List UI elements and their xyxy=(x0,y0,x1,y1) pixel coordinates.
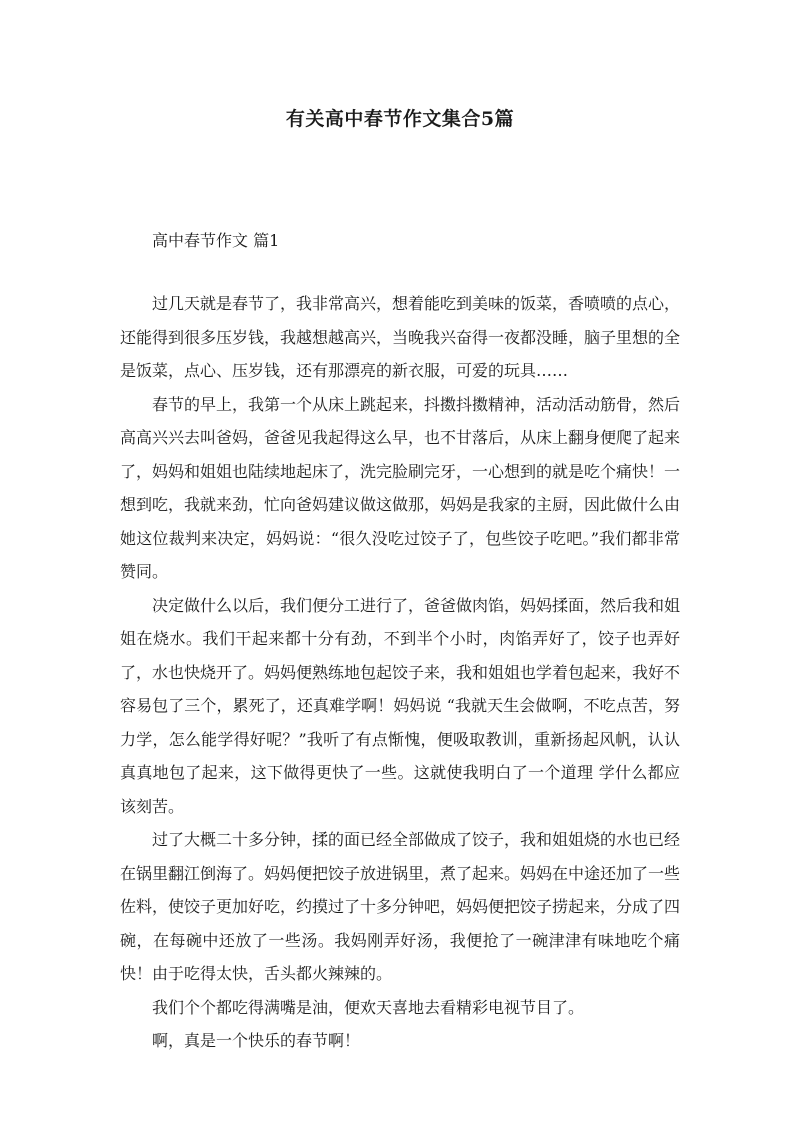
paragraph: 决定做什么以后，我们便分工进行了，爸爸做肉馅，妈妈揉面，然后我和姐姐在烧水。我们干起来都十分有劲，不到半个小时，肉馅弄好了，饺子也弄好了，水也快烧开了。妈妈便熟练地包起饺子来，我和姐姐也学着包起来，我好不容易包了三个，累死了，还真难学啊！妈妈说 “我就天生会做啊，不吃点苦，努力学，怎么能学得好呢？”我听了有点惭愧，便吸取教训，重新扬起风帆，认认真真地包了起来，这下做得更快了一些。这就使我明白了一个道理 学什么都应该刻苦。 xyxy=(120,595,681,816)
section-heading: 高中春节作文 篇1 xyxy=(152,231,280,250)
paragraph: 过几天就是春节了，我非常高兴，想着能吃到美味的饭菜，香喷喷的点心，还能得到很多压岁钱，我越想越高兴，当晚我兴奋得一夜都没睡，脑子里想的全是饭菜，点心、压岁钱，还有那漂亮的新衣服，可爱的玩具…… xyxy=(120,294,681,380)
paragraph: 我们个个都吃得满嘴是油，便欢天喜地去看精彩电视节目了。 xyxy=(152,997,585,1017)
paragraph: 啊，真是一个快乐的春节啊！ xyxy=(152,1031,361,1050)
paragraph: 过了大概二十多分钟，揉的面已经全部做成了饺子，我和姐姐烧的水也已经在锅里翻江倒海了。妈妈便把饺子放进锅里，煮了起来。妈妈在中途还加了一些佐料，使饺子更加好吃，约摸过了十多分钟吧，妈妈便把饺子捞起来，分成了四碗，在每碗中还放了一些汤。我妈刚弄好汤，我便抢了一碗津津有味地吃个痛快！由于吃得太快，舌头都火辣辣的。 xyxy=(120,830,681,983)
paragraph: 春节的早上，我第一个从床上跳起来，抖擞抖擞精神，活动活动筋骨，然后高高兴兴去叫爸妈，爸爸见我起得这么早，也不甘落后，从床上翻身便爬了起来了，妈妈和姐姐也陆续地起床了，洗完脸刷完牙，一心想到的就是吃个痛快！一想到吃，我就来劲，忙向爸妈建议做这做那，妈妈是我家的主厨，因此做什么由她这位裁判来决定，妈妈说：“很久没吃过饺子了，包些饺子吃吧。”我们都非常赞同。 xyxy=(120,394,681,581)
essay-body xyxy=(120,287,680,1058)
document-title: 有关高中春节作文集合5篇 xyxy=(285,108,515,130)
